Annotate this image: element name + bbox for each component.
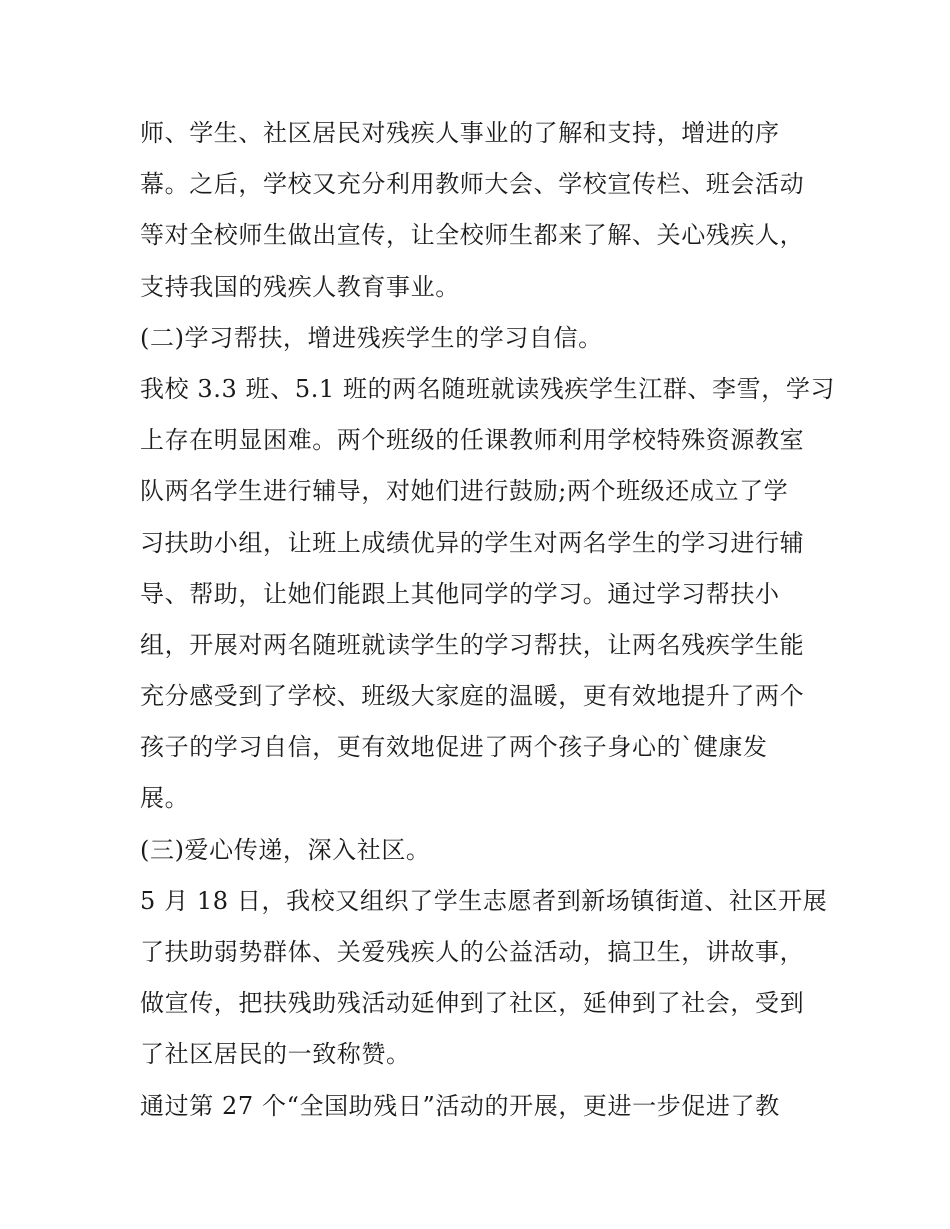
text-line: 等对全校师生做出宣传，让全校师生都来了解、关心残疾人， [140,221,805,250]
text-line: 队两名学生进行辅导，对她们进行鼓励;两个班级还成立了学 [140,477,789,506]
text-line: 组，开展对两名随班就读学生的学习帮扶，让两名残疾学生能 [140,630,805,659]
text-line: 支持我国的残疾人教育事业。 [140,272,460,301]
text-line: 5 月 18 日，我校又组织了学生志愿者到新场镇街道、社区开展 [140,886,828,915]
text-line: 幕。之后，学校又充分利用教师大会、学校宣传栏、班会活动 [140,170,805,199]
text-line: 展。 [140,784,190,813]
text-line: 做宣传，把扶残助残活动延伸到了社区，延伸到了社会，受到 [140,989,805,1018]
section-heading: (二)学习帮扶，增进残疾学生的学习自信。 [140,323,603,352]
text-line: 导、帮助，让她们能跟上其他同学的学习。通过学习帮扶小 [140,579,780,608]
text-line: 充分感受到了学校、班级大家庭的温暖，更有效地提升了两个 [140,682,805,711]
document-body [140,108,836,1132]
text-line: 习扶助小组，让班上成绩优异的学生对两名学生的学习进行辅 [140,528,805,557]
text-line: 孩子的学习自信，更有效地促进了两个孩子身心的`健康发 [140,733,768,762]
text-line: 了扶助弱势群体、关爱残疾人的公益活动，搞卫生，讲故事， [140,938,805,966]
text-line: 通过第 27 个“全国助残日”活动的开展，更进一步促进了教 [140,1091,780,1120]
text-line: 我校 3.3 班、5.1 班的两名随班就读残疾学生江群、李雪，学习 [140,374,836,403]
text-line: 师、学生、社区居民对残疾人事业的了解和支持，增进的序 [140,119,780,147]
text-line: 了社区居民的一致称赞。 [140,1040,411,1069]
section-heading: (三)爱心传递，深入社区。 [140,835,431,864]
text-line: 上存在明显困难。两个班级的任课教师利用学校特殊资源教室 [140,426,805,455]
